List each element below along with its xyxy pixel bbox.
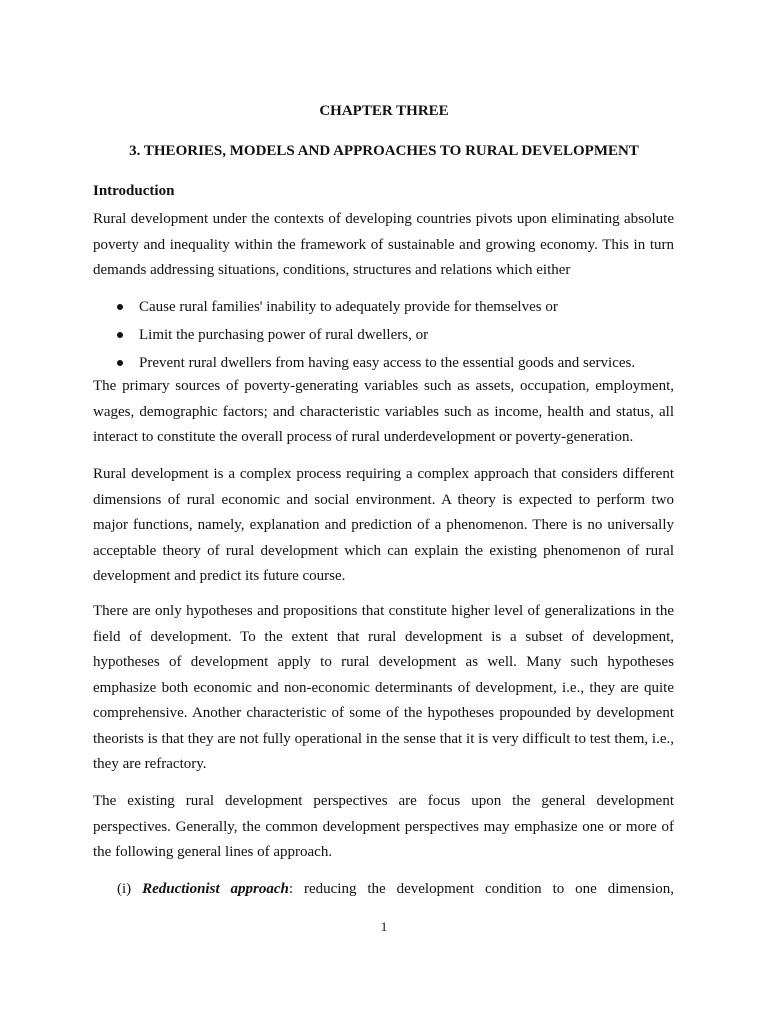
section-title: 3. THEORIES, MODELS AND APPROACHES TO RURAL DEVELOPMENT	[129, 143, 639, 159]
bullet-text: Prevent rural dwellers from having easy access to the essential goods and services.	[139, 355, 636, 371]
bullet-text: Cause rural families' inability to adequately provide for themselves or	[139, 299, 558, 315]
bullet-icon	[117, 304, 123, 310]
approach-item	[117, 877, 674, 901]
introduction-heading: Introduction	[93, 183, 175, 199]
bullet-list	[115, 296, 635, 380]
sources-paragraph: The primary sources of poverty-generating variables such as assets, occupation, employment, wages, demographic factors; and characteristic variables such as income, health and status, all interact to constitute the overall process of rural underdevelopment or poverty-generation.	[93, 378, 674, 445]
intro-paragraph: Rural development under the contexts of developing countries pivots upon eliminating absolute poverty and inequality within the framework of sustainable and growing economy. This in turn demands addressing situations, conditions, structures and relations which either	[93, 211, 674, 278]
perspectives-paragraph: The existing rural development perspectives are focus upon the general development perspectives. Generally, the common development perspectives may emphasize one or more of the following general lines of approach.	[93, 793, 674, 860]
approach-text: : reducing the development condition to one dimension,	[288, 881, 674, 897]
approach-number: (i)	[117, 881, 132, 897]
bullet-icon	[117, 360, 123, 366]
chapter-title: CHAPTER THREE	[319, 103, 449, 119]
complex-process-paragraph: Rural development is a complex process requiring a complex approach that considers different dimensions of rural economic and social environment. A theory is expected to perform two major functions, namely, explanation and prediction of a phenomenon. There is no universally acceptable theory of rural development which can explain the existing phenomenon of rural development and predict its future course.	[93, 466, 674, 584]
bullet-text: Limit the purchasing power of rural dwellers, or	[139, 327, 429, 343]
page-number: 1	[380, 919, 388, 934]
approach-term: Reductionist approach	[142, 881, 289, 897]
bullet-icon	[117, 332, 123, 338]
hypotheses-paragraph: There are only hypotheses and propositions that constitute higher level of generalizations in the field of development. To the extent that rural development is a subset of development, hypotheses of development apply to rural development as well. Many such hypotheses emphasize both economic and non-economic determinants of development, i.e., they are quite comprehensive. Another characteristic of some of the hypotheses propounded by development theorists is that they are not fully operational in the sense that it is very difficult to test them, i.e., they are refractory.	[93, 603, 674, 772]
list-item	[115, 324, 635, 352]
list-item	[115, 296, 635, 324]
